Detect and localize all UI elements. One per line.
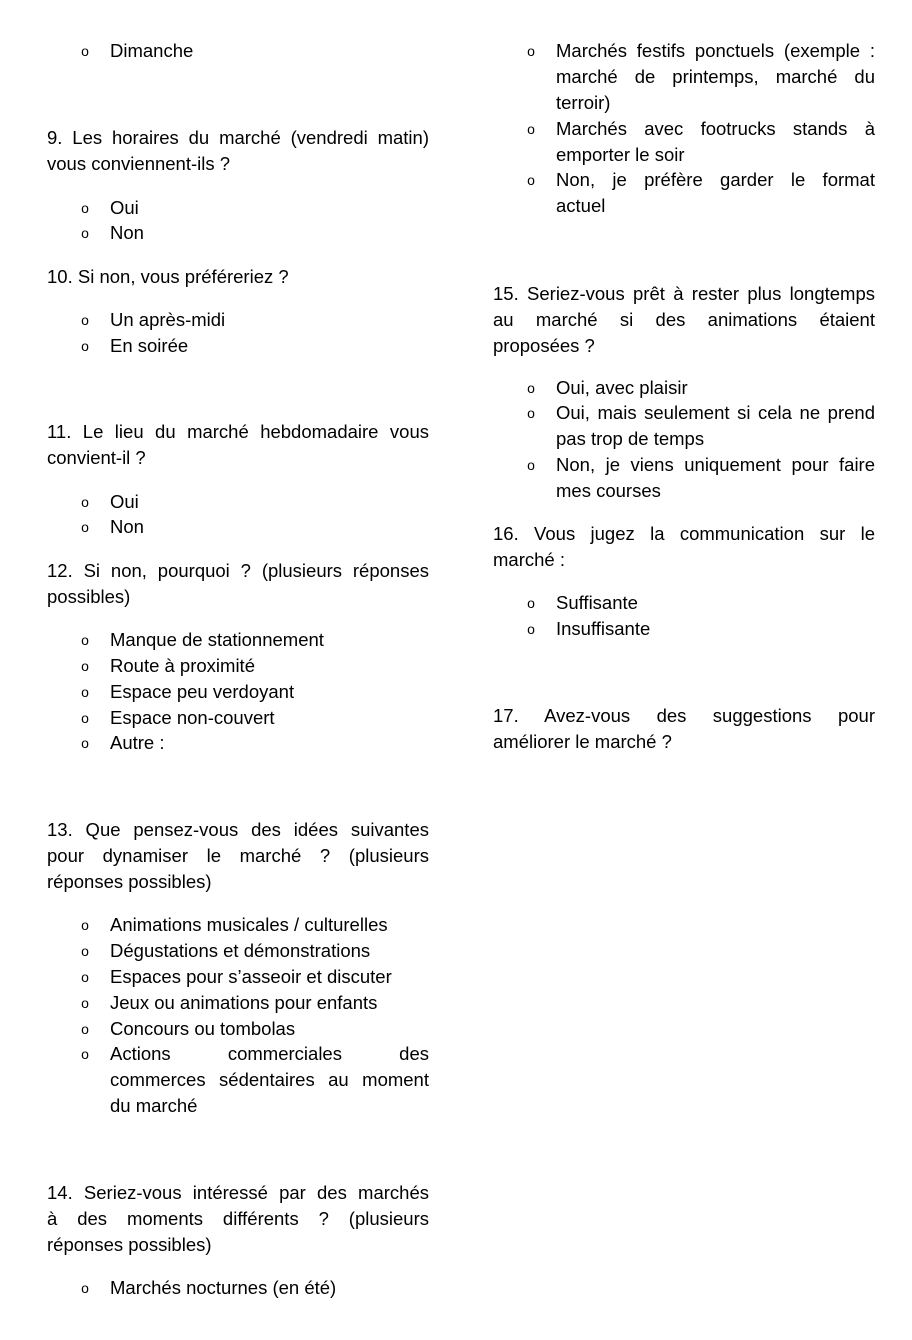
option-label: Autre : bbox=[110, 732, 165, 753]
q8-option-dimanche[interactable] bbox=[78, 38, 429, 64]
question-text: à des moments différents ? (plusieurs bbox=[47, 1207, 429, 1229]
question-13 bbox=[47, 817, 429, 894]
option-label-line: pas trop de temps bbox=[556, 427, 705, 449]
q10-option-apres-midi[interactable] bbox=[78, 307, 429, 333]
option-label: Suffisante bbox=[556, 592, 638, 613]
question-12 bbox=[47, 558, 429, 610]
option-label: Espace peu verdoyant bbox=[110, 681, 295, 702]
question-text: proposées ? bbox=[493, 334, 595, 356]
radio-circle-icon[interactable]: o bbox=[527, 121, 535, 137]
radio-circle-icon[interactable]: o bbox=[81, 943, 89, 959]
question-15 bbox=[493, 281, 875, 358]
radio-circle-icon[interactable]: o bbox=[81, 1021, 89, 1037]
option-label: Jeux ou animations pour enfants bbox=[110, 992, 378, 1013]
option-label: Un après-midi bbox=[110, 309, 226, 330]
radio-circle-icon[interactable]: o bbox=[527, 621, 535, 637]
option-label-line: commerces sédentaires au moment bbox=[110, 1068, 429, 1090]
question-text: 15. Seriez-vous prêt à rester plus longtemps bbox=[493, 283, 875, 304]
q15-option-oui-seulement[interactable] bbox=[524, 400, 875, 452]
option-label-line: emporter le soir bbox=[556, 143, 685, 165]
q14-option-nocturnes[interactable] bbox=[78, 1275, 429, 1301]
option-label-line: Oui, mais seulement si cela ne prend bbox=[556, 402, 875, 423]
q9-option-oui[interactable] bbox=[78, 195, 429, 221]
option-label bbox=[556, 116, 875, 168]
q14-option-footrucks[interactable] bbox=[524, 116, 875, 168]
option-label-line: Non, je préfère garder le format bbox=[556, 169, 875, 190]
q12-option-route[interactable] bbox=[78, 653, 429, 679]
option-label bbox=[556, 38, 875, 115]
option-label: Espace non-couvert bbox=[110, 707, 275, 728]
q13-option-concours[interactable] bbox=[78, 1016, 429, 1042]
question-text: marché : bbox=[493, 548, 565, 570]
option-label: En soirée bbox=[110, 335, 189, 356]
question-9 bbox=[47, 125, 429, 177]
question-11 bbox=[47, 419, 429, 471]
option-label: Dégustations et démonstrations bbox=[110, 940, 371, 961]
option-label-line: Marchés festifs ponctuels (exemple : bbox=[556, 40, 875, 61]
question-text: 16. Vous jugez la communication sur le bbox=[493, 523, 875, 544]
question-text: réponses possibles) bbox=[47, 1233, 212, 1255]
option-label-line: Marchés avec footrucks stands à bbox=[556, 118, 875, 139]
radio-circle-icon[interactable]: o bbox=[81, 43, 89, 59]
radio-circle-icon[interactable]: o bbox=[527, 43, 535, 59]
question-10 bbox=[47, 264, 429, 290]
radio-circle-icon[interactable]: o bbox=[527, 457, 535, 473]
option-label: Non bbox=[110, 222, 144, 243]
q11-option-non[interactable] bbox=[78, 514, 429, 540]
q10-option-soiree[interactable] bbox=[78, 333, 429, 359]
question-text: 13. Que pensez-vous des idées suivantes bbox=[47, 819, 429, 840]
option-label: Marchés nocturnes (en été) bbox=[110, 1277, 337, 1298]
option-label: Dimanche bbox=[110, 40, 194, 61]
q14-option-format-actuel[interactable] bbox=[524, 167, 875, 219]
option-label: Espaces pour s’asseoir et discuter bbox=[110, 966, 392, 987]
radio-circle-icon[interactable]: o bbox=[81, 338, 89, 354]
q13-option-actions-commerciales[interactable] bbox=[78, 1041, 429, 1118]
q12-option-stationnement[interactable] bbox=[78, 627, 429, 653]
q12-option-non-couvert[interactable] bbox=[78, 705, 429, 731]
question-16 bbox=[493, 521, 875, 573]
q9-option-non[interactable] bbox=[78, 220, 429, 246]
option-label-line: marché de printemps, marché du bbox=[556, 65, 875, 87]
option-label-line: mes courses bbox=[556, 479, 661, 501]
option-label-line: actuel bbox=[556, 194, 606, 216]
option-label bbox=[556, 400, 875, 452]
radio-circle-icon[interactable]: o bbox=[527, 595, 535, 611]
q16-option-suffisante[interactable] bbox=[524, 590, 875, 616]
radio-circle-icon[interactable]: o bbox=[81, 735, 89, 751]
radio-circle-icon[interactable]: o bbox=[81, 225, 89, 241]
question-text: vous conviennent-ils ? bbox=[47, 152, 231, 174]
q11-option-oui[interactable] bbox=[78, 489, 429, 515]
radio-circle-icon[interactable]: o bbox=[81, 684, 89, 700]
radio-circle-icon[interactable]: o bbox=[527, 172, 535, 188]
option-label: Non bbox=[110, 516, 144, 537]
radio-circle-icon[interactable]: o bbox=[527, 405, 535, 421]
option-label-line: terroir) bbox=[556, 91, 611, 113]
radio-circle-icon[interactable]: o bbox=[81, 710, 89, 726]
option-label: Oui bbox=[110, 197, 139, 218]
question-text: convient-il ? bbox=[47, 446, 146, 468]
option-label: Animations musicales / culturelles bbox=[110, 914, 388, 935]
radio-circle-icon[interactable]: o bbox=[81, 995, 89, 1011]
radio-circle-icon[interactable]: o bbox=[81, 969, 89, 985]
question-text: améliorer le marché ? bbox=[493, 730, 672, 752]
question-text: 10. Si non, vous préféreriez ? bbox=[47, 266, 289, 287]
question-17 bbox=[493, 703, 875, 755]
q12-option-verdoyant[interactable] bbox=[78, 679, 429, 705]
option-label bbox=[556, 452, 875, 504]
q13-option-jeux[interactable] bbox=[78, 990, 429, 1016]
option-label: Concours ou tombolas bbox=[110, 1018, 296, 1039]
question-text: possibles) bbox=[47, 585, 131, 607]
option-label: Route à proximité bbox=[110, 655, 255, 676]
q13-option-espaces[interactable] bbox=[78, 964, 429, 990]
question-text: 9. Les horaires du marché (vendredi matin) bbox=[47, 127, 429, 148]
q15-option-oui-plaisir[interactable] bbox=[524, 375, 875, 401]
option-label: Oui bbox=[110, 491, 139, 512]
radio-circle-icon[interactable]: o bbox=[81, 494, 89, 510]
q14-option-festifs[interactable] bbox=[524, 38, 875, 115]
radio-circle-icon[interactable]: o bbox=[81, 917, 89, 933]
radio-circle-icon[interactable]: o bbox=[81, 200, 89, 216]
option-label: Manque de stationnement bbox=[110, 629, 324, 650]
radio-circle-icon[interactable]: o bbox=[527, 380, 535, 396]
radio-circle-icon[interactable]: o bbox=[81, 632, 89, 648]
question-text: pour dynamiser le marché ? (plusieurs bbox=[47, 844, 429, 866]
radio-circle-icon[interactable]: o bbox=[81, 1280, 89, 1296]
question-text: 17. Avez-vous des suggestions pour bbox=[493, 705, 875, 726]
question-text: 12. Si non, pourquoi ? (plusieurs réponses bbox=[47, 560, 429, 581]
question-text: 11. Le lieu du marché hebdomadaire vous bbox=[47, 421, 429, 442]
radio-circle-icon[interactable]: o bbox=[81, 312, 89, 328]
question-text: au marché si des animations étaient bbox=[493, 308, 875, 330]
radio-circle-icon[interactable]: o bbox=[81, 1046, 89, 1062]
q13-option-degustations[interactable] bbox=[78, 938, 429, 964]
question-text: 14. Seriez-vous intéressé par des marchés bbox=[47, 1182, 429, 1203]
option-label-line: du marché bbox=[110, 1094, 198, 1116]
question-text: réponses possibles) bbox=[47, 870, 212, 892]
option-label: Oui, avec plaisir bbox=[556, 377, 688, 398]
option-label bbox=[110, 1041, 429, 1118]
q12-option-autre[interactable] bbox=[78, 730, 429, 756]
radio-circle-icon[interactable]: o bbox=[81, 519, 89, 535]
question-14 bbox=[47, 1180, 429, 1257]
radio-circle-icon[interactable]: o bbox=[81, 658, 89, 674]
option-label-line: Actions commerciales des bbox=[110, 1043, 429, 1064]
option-label-line: Non, je viens uniquement pour faire bbox=[556, 454, 875, 475]
q15-option-non-courses[interactable] bbox=[524, 452, 875, 504]
option-label bbox=[556, 167, 875, 219]
q16-option-insuffisante[interactable] bbox=[524, 616, 875, 642]
option-label: Insuffisante bbox=[556, 618, 651, 639]
q13-option-animations[interactable] bbox=[78, 912, 429, 938]
